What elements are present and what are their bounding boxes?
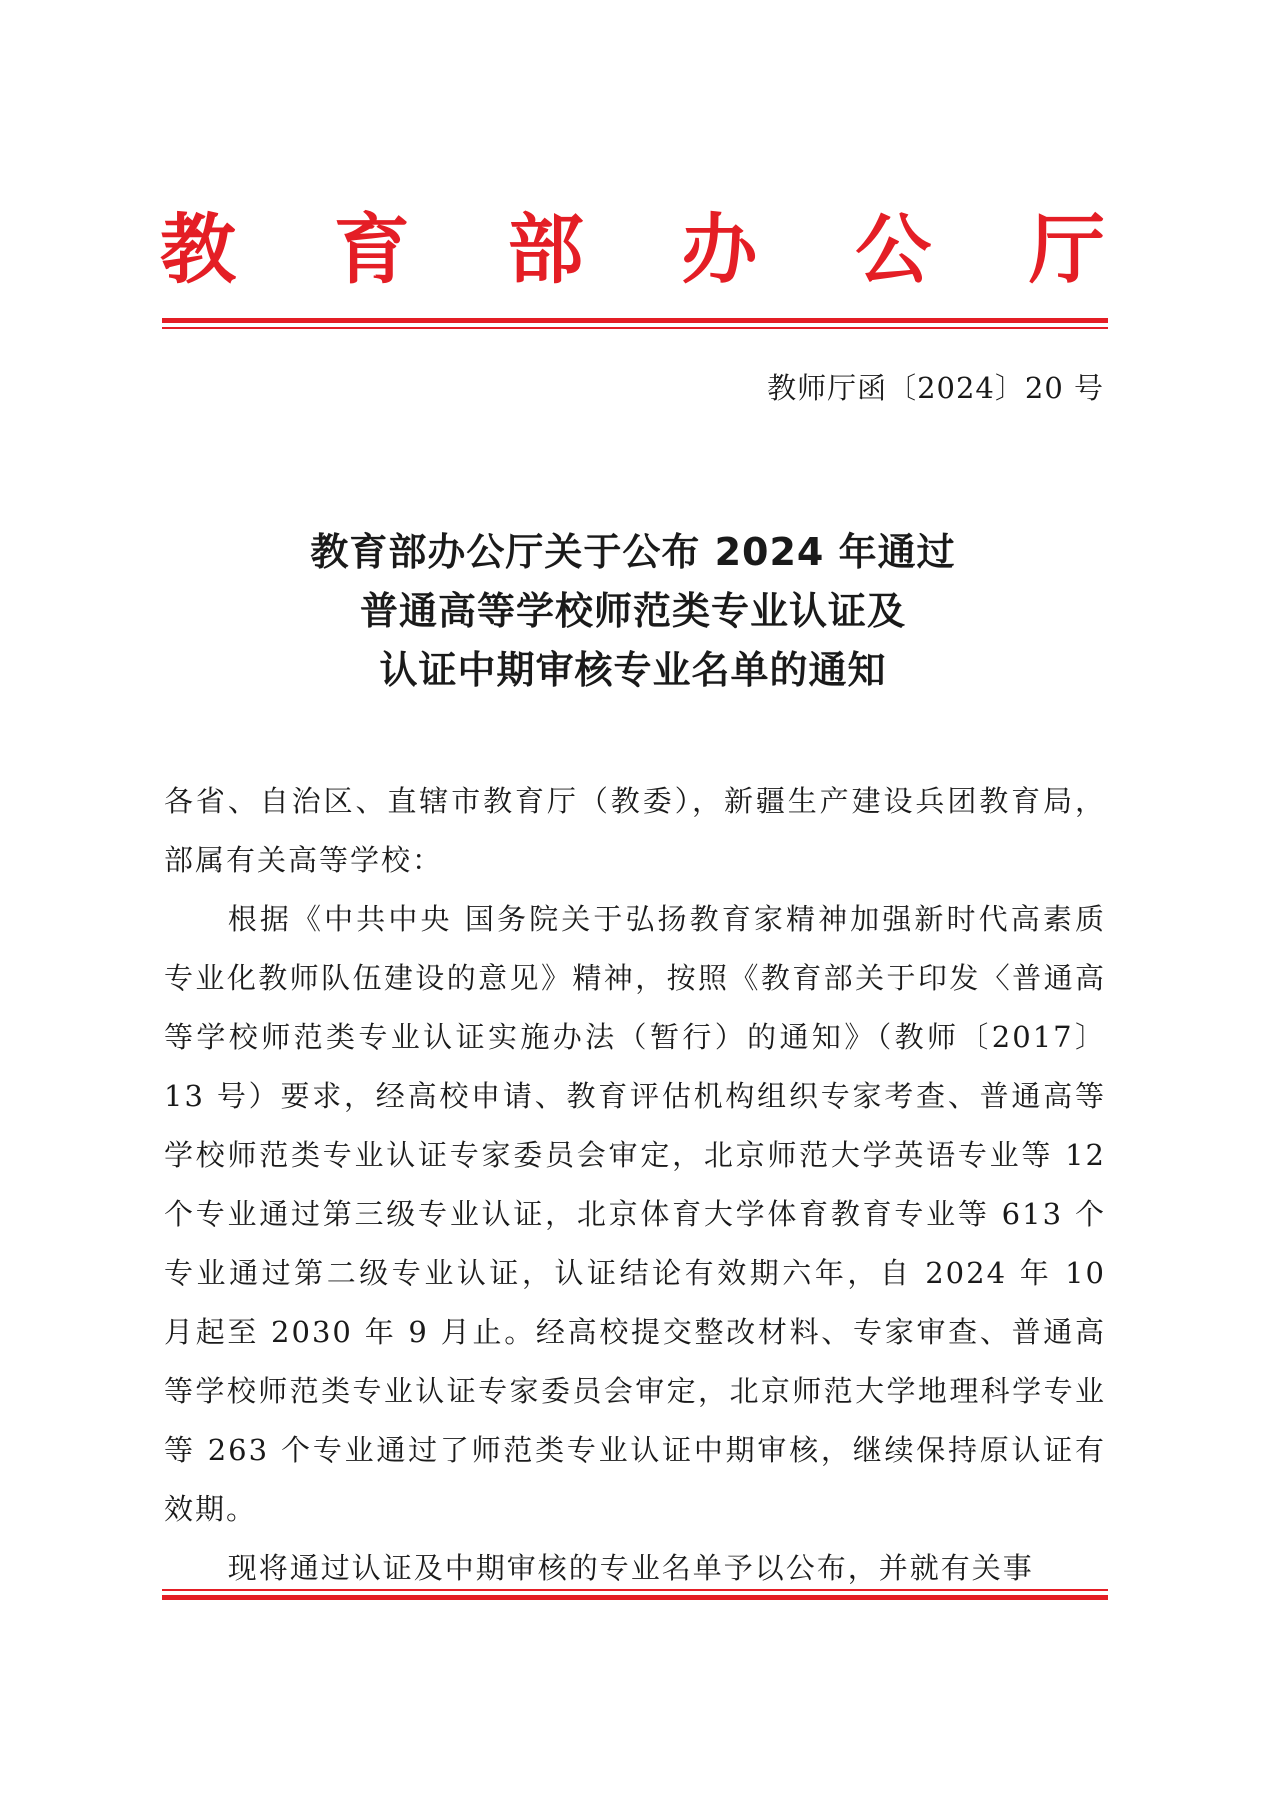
document-number: 教师厅函〔2024〕20 号	[767, 371, 1104, 405]
rule-thick-line	[162, 1595, 1108, 1600]
masthead-char: 教	[160, 205, 236, 294]
masthead-char: 厅	[1028, 205, 1105, 294]
rule-thin-line	[162, 327, 1108, 329]
title-line: 普通高等学校师范类专业认证及	[359, 589, 906, 633]
footer-red-rule	[162, 1589, 1108, 1600]
header-red-rule	[162, 318, 1108, 329]
body-paragraph: 根据《中共中央 国务院关于弘扬教育家精神加强新时代高素质专业化教师队伍建设的意见》精神，按照《教育部关于印发〈普通高等学校师范类专业认证实施办法（暂行）的通知》（教师〔2017〕13 号）要求，经高校申请、教育评估机构组织专家考查、普通高等学校师范类专业认证专家委员会审定，北京师范大学英语专业等 12 个专业通过第三级专业认证，北京体育大学体育教育专业等 613 个专业通过第二级专业认证，认证结论有效期六年，自 2024 年 10 月起至 2030 年 9 月止。经高校提交整改材料、专家审查、普通高等学校师范类专业认证专家委员会审定，北京师范大学地理科学专业等 263 个专业通过了师范类专业认证中期审核，继续保持原认证有效期。	[164, 902, 1106, 1526]
salutation: 各省、自治区、直辖市教育厅（教委），新疆生产建设兵团教育局，部属有关高等学校：	[164, 784, 1106, 877]
masthead-char: 办	[681, 205, 758, 294]
masthead-char: 育	[333, 205, 410, 294]
title-line: 教育部办公厅关于公布 2024 年通过	[310, 530, 956, 574]
rule-thin-line	[162, 1589, 1108, 1591]
rule-thick-line	[162, 318, 1108, 323]
masthead-char: 部	[507, 205, 584, 294]
masthead-char: 公	[855, 205, 932, 294]
title-line: 认证中期审核专业名单的通知	[379, 648, 887, 692]
body-paragraph: 现将通过认证及中期审核的专业名单予以公布，并就有关事	[227, 1551, 1034, 1585]
masthead	[160, 205, 1105, 295]
document-body	[164, 772, 1106, 1598]
document-title	[160, 523, 1106, 700]
